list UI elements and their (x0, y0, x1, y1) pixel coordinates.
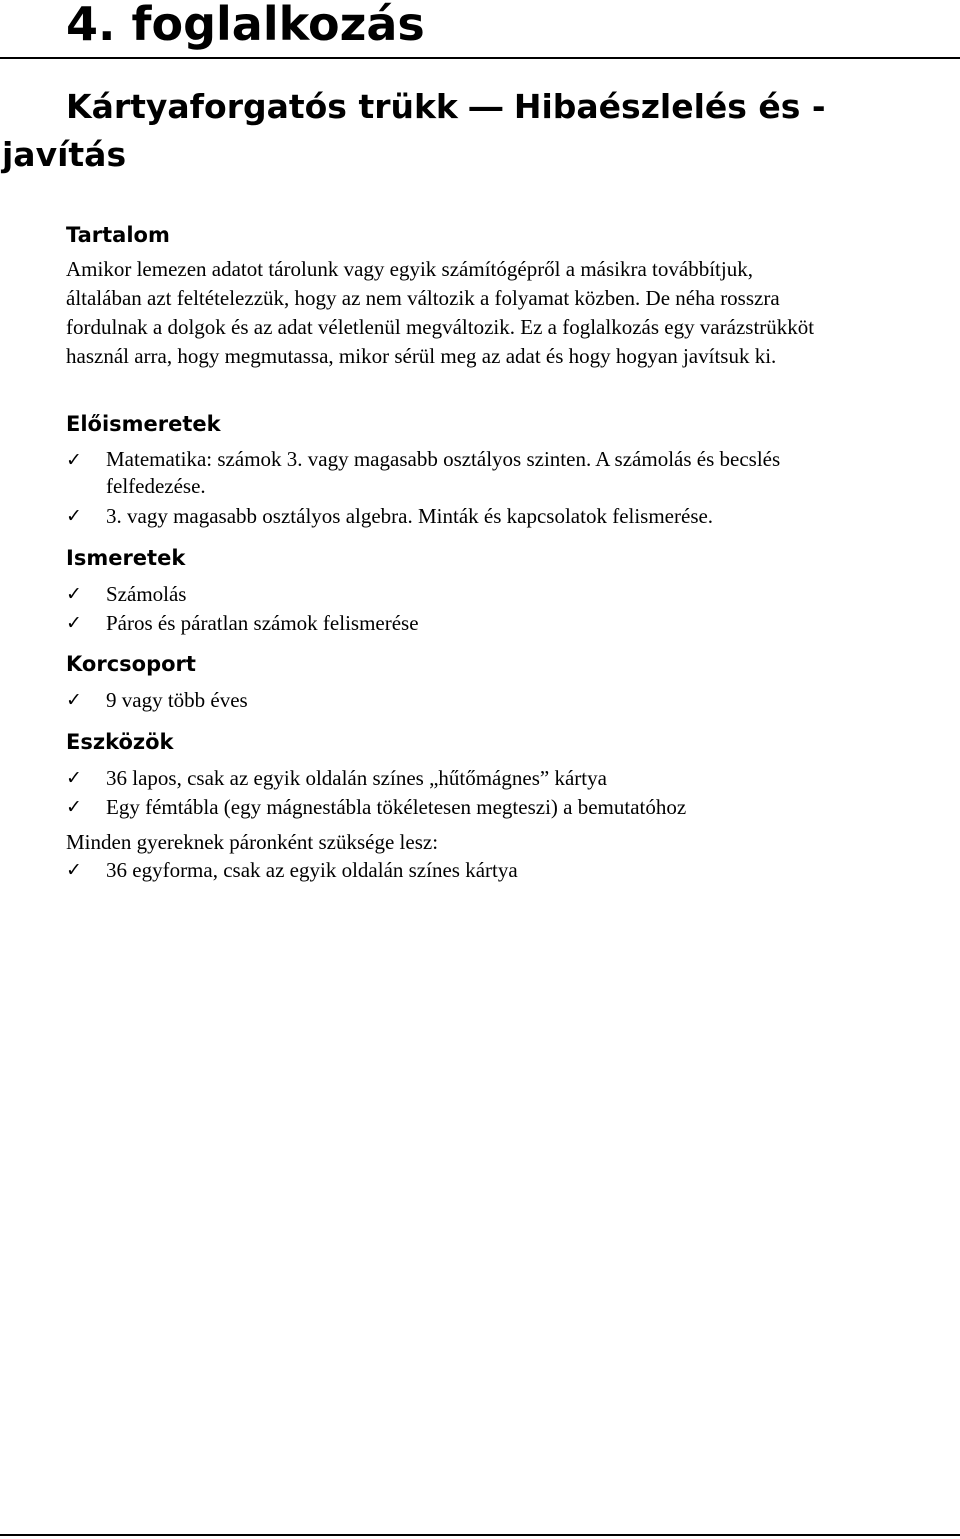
skills-heading: Ismeretek (66, 546, 186, 570)
list-item-text: 36 egyforma, csak az egyik oldalán színes kártya (106, 858, 518, 882)
age-group-heading: Korcsoport (66, 652, 196, 676)
content-paragraph (66, 255, 814, 371)
list-item (66, 793, 686, 822)
pairs-text: Minden gyereknek páronként szüksége lesz: (66, 830, 439, 854)
list-item (66, 686, 248, 715)
content-line: általában azt feltételezzük, hogy az nem változik a folyamat közben. De néha rosszra (66, 286, 780, 310)
prerequisites-heading: Előismeretek (66, 412, 221, 436)
list-item-text: 9 vagy több éves (106, 688, 248, 712)
materials-list (66, 764, 686, 822)
list-item-text: felfedezése. (106, 474, 206, 498)
list-item (66, 502, 780, 531)
check-mark-icon: ✓ (66, 612, 82, 634)
list-item (66, 856, 518, 885)
list-item (66, 580, 419, 609)
check-mark-icon: ✓ (66, 796, 82, 818)
age-group-list (66, 686, 248, 715)
check-mark-icon: ✓ (66, 449, 82, 471)
list-item-text: Páros és páratlan számok felismerése (106, 611, 419, 635)
lesson-title-line-1: Kártyaforgatós trükk ― Hibaészlelés és - (66, 87, 826, 126)
list-item-text: Számolás (106, 582, 187, 606)
lesson-title-line-2: javítás (2, 135, 127, 174)
pairs-list (66, 856, 518, 885)
check-mark-icon: ✓ (66, 689, 82, 711)
check-mark-icon: ✓ (66, 505, 82, 527)
content-line: használ arra, hogy megmutassa, mikor sérül meg az adat és hogy hogyan javítsuk ki. (66, 344, 777, 368)
list-item-text: 36 lapos, csak az egyik oldalán színes „hűtőmágnes” kártya (106, 766, 607, 790)
skills-list (66, 580, 419, 638)
list-item-text: Egy fémtábla (egy mágnestábla tökéletesen megteszi) a bemutatóhoz (106, 795, 687, 819)
list-item-text: Matematika: számok 3. vagy magasabb osztályos szinten. A számolás és becslés (106, 447, 781, 471)
check-mark-icon: ✓ (66, 859, 82, 881)
content-line: Amikor lemezen adatot tárolunk vagy egyik számítógépről a másikra továbbítjuk, (66, 257, 753, 281)
content-line: fordulnak a dolgok és az adat véletlenül megváltozik. Ez a foglalkozás egy varázstrükköt (66, 315, 815, 339)
prerequisites-list (66, 446, 780, 531)
list-item (66, 446, 780, 500)
list-item (66, 764, 686, 793)
lesson-title (2, 83, 952, 179)
check-mark-icon: ✓ (66, 767, 82, 789)
content-heading: Tartalom (66, 223, 170, 247)
chapter-title: 4. foglalkozás (66, 0, 425, 51)
materials-heading: Eszközök (66, 730, 174, 754)
list-item-text: 3. vagy magasabb osztályos algebra. Minták és kapcsolatok felismerése. (106, 504, 714, 528)
top-divider (0, 57, 960, 59)
check-mark-icon: ✓ (66, 583, 82, 605)
bottom-divider (0, 1534, 960, 1536)
list-item (66, 609, 419, 638)
